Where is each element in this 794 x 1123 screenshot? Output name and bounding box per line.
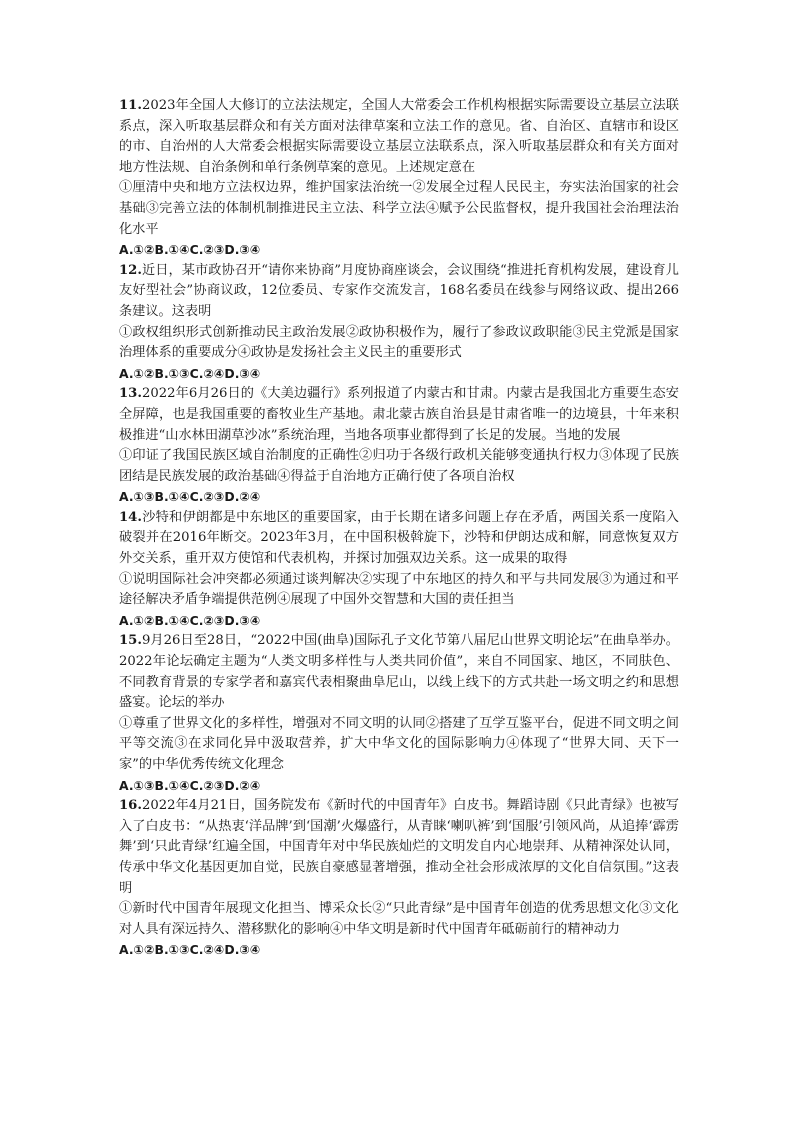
exam-page [119, 96, 679, 961]
question-options: ①政权组织形式创新推动民主政治发展②政协积极作为，履行了参政议政职能③民主党派是国家治理体系的重要成分④政协是发扬社会主义民主的重要形式 [119, 324, 679, 361]
question-11 [119, 96, 679, 261]
answer-choices: A.①③B.①④C.②③D.②④ [119, 489, 261, 505]
question-text: 2022年6月26日的《大美边疆行》系列报道了内蒙古和甘肃。内蒙古是我国北方重要生态安全屏障，也是我国重要的畜牧业生产基地。肃北蒙古族自治县是甘肃省唯一的边境县，十年来积极推进“山水林田湖草沙冰”系统治理，当地各项事业都得到了长足的发展。当地的发展 [119, 386, 679, 443]
question-stem [119, 384, 679, 446]
question-options: ①尊重了世界文化的多样性，增强对不同文明的认同②搭建了互学互鉴平台，促进不同文明之间平等交流③在求同化异中汲取营养，扩大中华文化的国际影响力④体现了“世界大同、天下一家”的中华优秀传统文化理念 [119, 715, 679, 772]
question-16 [119, 796, 679, 961]
question-options: ①说明国际社会冲突都必须通过谈判解决②实现了中东地区的持久和平与共同发展③为通过和平途径解决矛盾争端提供范例④展现了中国外交智慧和大国的责任担当 [119, 571, 679, 608]
question-number: 11. [119, 98, 142, 113]
question-stem [119, 508, 679, 570]
question-number: 12. [119, 262, 142, 278]
question-number: 16. [119, 798, 142, 814]
question-stem [119, 631, 679, 713]
question-text: 沙特和伊朗都是中东地区的重要国家，由于长期在诸多问题上存在矛盾，两国关系一度陷入破裂并在2016年断交。2023年3月，在中国积极斡旋下，沙特和伊朗达成和解，同意恢复双方外交关系，重开双方使馆和代表机构，并探讨加强双边关系。这一成果的取得 [119, 509, 679, 567]
question-options: ①印证了我国民族区域自治制度的正确性②归功于各级行政机关能够变通执行权力③体现了民族团结是民族发展的政治基础④得益于自治地方正确行使了各项自治权 [119, 448, 679, 484]
question-13 [119, 384, 679, 508]
answer-choices: A.①②B.①④C.②③D.③④ [119, 242, 261, 258]
question-text: 2023年全国人大修订的立法法规定，全国人大常委会工作机构根据实际需要设立基层立法联系点，深入听取基层群众和有关方面对法律草案和立法工作的意见。省、自治区、直辖市和设区的市、自治州的人大常委会根据实际需要设立基层立法联系点，深入听取基层群众和有关方面对地方性法规、自治条例和单行条例草案的意见。上述规定意在 [119, 98, 679, 175]
question-number: 14. [119, 509, 142, 525]
question-options: ①新时代中国青年展现文化担当、博采众长②“只此青绿”是中国青年创造的优秀思想文化③文化对人具有深远持久、潜移默化的影响④中华文明是新时代中国青年砥砺前行的精神动力 [119, 901, 679, 937]
question-text: 2022年4月21日，国务院发布《新时代的中国青年》白皮书。舞蹈诗剧《只此青绿》也被写入了白皮书：“从热衷‘洋品牌’到‘国潮’火爆盛行，从青睐‘喇叭裤’到‘国服’引领风尚，从追捧‘霹雳舞’到‘只此青绿’红遍全国，中国青年对中华民族灿烂的文明发自内心地崇拜、从精神深处认同，传承中华文化基因更加自觉，民族自豪感显著增强，推动全社会形成浓厚的文化自信氛围。”这表明 [119, 798, 679, 896]
question-number: 13. [119, 386, 142, 402]
question-text: 近日，某市政协召开“请你来协商”月度协商座谈会，会议围绕“推进托育机构发展，建设育儿友好型社会”协商议政，12位委员、专家作交流发言，168名委员在线参与网络议政、提出266条建议。这表明 [119, 262, 679, 319]
question-number: 15. [119, 633, 142, 649]
question-stem [119, 96, 679, 178]
answer-choices: A.①②B.①③C.②④D.③④ [119, 942, 261, 958]
answer-choices: A.①②B.①④C.②③D.③④ [119, 612, 261, 628]
answer-choices: A.①③B.①④C.②③D.②④ [119, 777, 261, 793]
question-text: 9月26日至28日，“2022中国(曲阜)国际孔子文化节第八届尼山世界文明论坛”在曲阜举办。2022年论坛确定主题为“人类文明多样性与人类共同价值”，来自不同国家、地区，不同肤色、不同教育背景的专家学者和嘉宾代表相聚曲阜尼山，以线上线下的方式共赴一场文明之约和思想盛宴。论坛的举办 [119, 633, 679, 711]
question-15 [119, 631, 679, 796]
question-options: ①厘清中央和地方立法权边界，维护国家法治统一②发展全过程人民民主，夯实法治国家的社会基础③完善立法的体制机制推进民主立法、科学立法④赋予公民监督权，提升我国社会治理法治化水平 [119, 180, 679, 237]
question-12 [119, 261, 679, 385]
question-stem [119, 261, 679, 323]
question-stem [119, 796, 679, 899]
question-14 [119, 508, 679, 632]
answer-choices: A.①②B.①③C.②④D.③④ [119, 365, 261, 381]
